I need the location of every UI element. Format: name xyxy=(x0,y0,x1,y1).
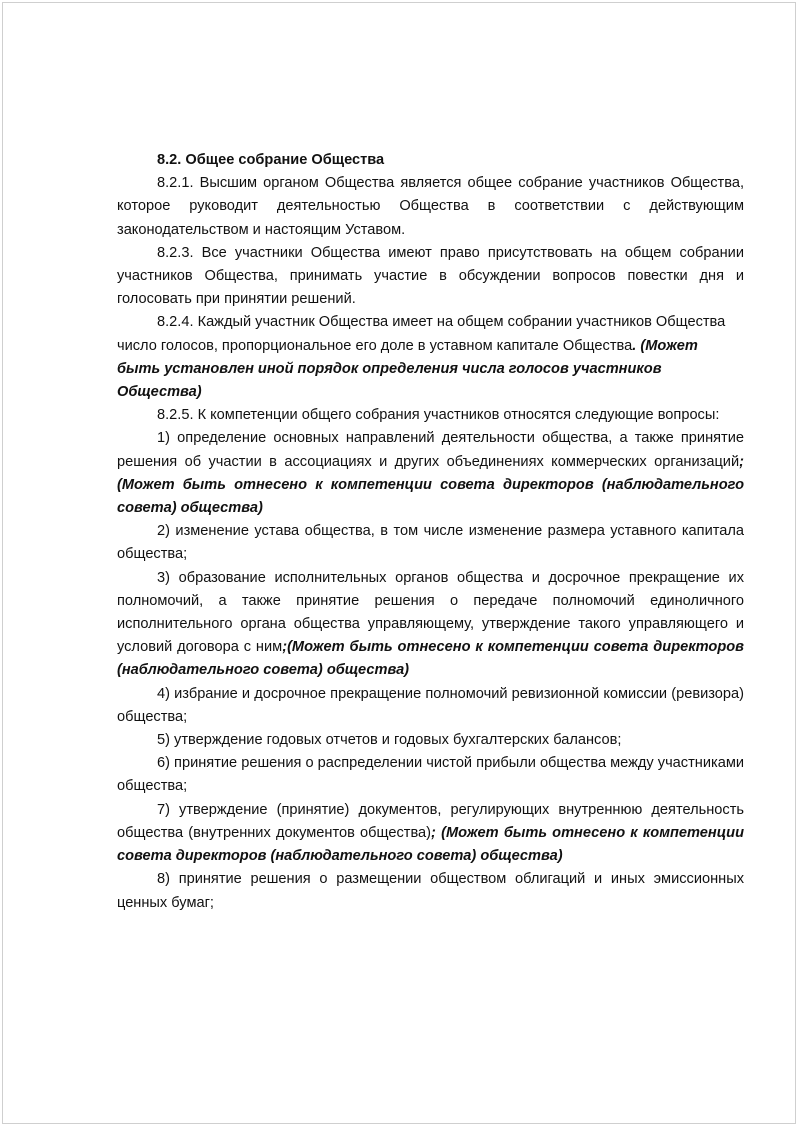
paragraph-separator: . xyxy=(632,337,641,354)
paragraph-8-2-5 xyxy=(117,404,744,427)
paragraph-8-2-1 xyxy=(117,172,744,242)
section-heading xyxy=(117,149,744,172)
paragraph-text: 8.2.4. Каждый участник Общества имеет на общем собрании участников Общества число голосов, пропорциональное его доле в уставном капитале Общества xyxy=(117,314,726,354)
document-body xyxy=(117,149,744,915)
list-item-text: 8) принятие решения о размещении обществом облигаций и иных эмиссионных ценных бумаг; xyxy=(117,871,744,911)
paragraph-text: 8.2.5. К компетенции общего собрания участников относятся следующие вопросы: xyxy=(157,407,720,424)
list-item-1 xyxy=(117,427,744,520)
list-item-separator: ; xyxy=(282,639,288,656)
list-item-text: 6) принятие решения о распределении чистой прибыли общества между участниками общества; xyxy=(117,755,744,795)
list-item-text: 1) определение основных направлений деятельности общества, а также принятие решения об участии в ассоциациях и других объединениях коммерческих организаций xyxy=(117,430,744,470)
list-item-text: 7) утверждение (принятие) документов, регулирующих внутреннюю деятельность общества (внутренних документов общества) xyxy=(117,801,744,841)
list-item-7 xyxy=(117,799,744,869)
list-item-text: 2) изменение устава общества, в том числе изменение размера уставного капитала общества; xyxy=(117,523,744,563)
list-item-6 xyxy=(117,752,744,798)
list-item-note: (Может быть отнесено к компетенции совета директоров (наблюдательного совета) общества) xyxy=(117,824,744,865)
list-item-text: 5) утверждение годовых отчетов и годовых бухгалтерских балансов; xyxy=(157,732,622,749)
paragraph-8-2-3 xyxy=(117,242,744,312)
list-item-4 xyxy=(117,683,744,729)
list-item-8 xyxy=(117,868,744,914)
paragraph-text: 8.2.3. Все участники Общества имеют право присутствовать на общем собрании участников Общества, принимать участие в обсуждении вопросов повестки дня и голосовать при принятии решений. xyxy=(117,244,744,308)
paragraph-note: (Может быть установлен иной порядок определения числа голосов участников Общества) xyxy=(117,337,698,401)
list-item-2 xyxy=(117,520,744,566)
paragraph-8-2-4 xyxy=(117,311,744,404)
list-item-text: 3) образование исполнительных органов общества и досрочное прекращение их полномочий, а также принятие решения о передаче полномочий единоличного исполнительного органа общества управляющему, утверждение такого управляющего и условий договора с ним xyxy=(117,569,744,656)
paragraph-text: 8.2.1. Высшим органом Общества является общее собрание участников Общества, которое руководит деятельностью Общества в соответствии с действующим законодательством и настоящим Уставом. xyxy=(117,175,744,238)
list-item-separator: ; xyxy=(739,453,744,470)
list-item-separator: ; xyxy=(431,824,442,841)
document-page xyxy=(2,2,796,1124)
list-item-note: (Может быть отнесено к компетенции совета директоров (наблюдательного совета) общества) xyxy=(117,639,744,679)
list-item-note: (Может быть отнесено к компетенции совета директоров (наблюдательного совета) общества) xyxy=(117,476,744,517)
list-item-5 xyxy=(117,729,744,752)
list-item-3 xyxy=(117,567,744,683)
list-item-text: 4) избрание и досрочное прекращение полномочий ревизионной комиссии (ревизора) общества; xyxy=(117,685,744,725)
section-heading-text: 8.2. Общее собрание Общества xyxy=(157,152,385,168)
